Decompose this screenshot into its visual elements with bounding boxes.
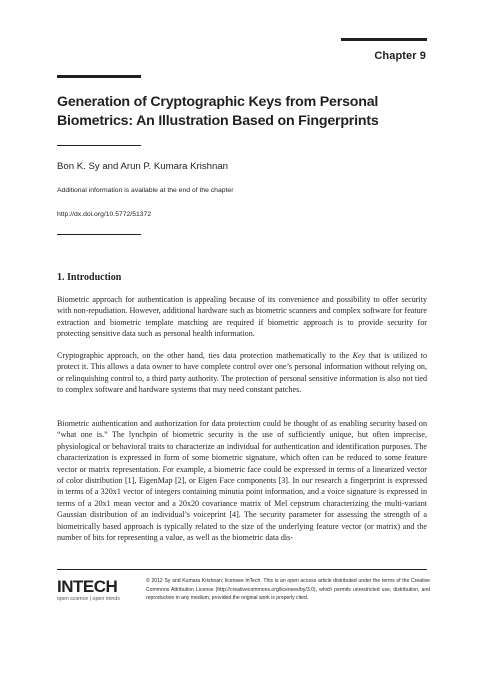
paragraph-2-part-1: Cryptographic approach, on the other hand, ties data protection mathematically to the	[57, 351, 353, 360]
footer-rule	[57, 569, 427, 570]
key-term: Key	[352, 351, 366, 360]
paragraph-3: Biometric authentication and authorization for data protection could be thought of as enabling security based on “what one is.” The lynchpin of biometric security is the use of sufficiently unique, but often imprecise, physiological or behavioral traits to characterize an individual for authentication and identification purposes. The characterization is expressed in form of some biometric signature, which often can be reduced to some feature vector or matrix representation. For example, a biometric face could be expressed in terms of a linearized vector of color distribution [1], EigenMap [2], or Eigen Face components [3]. In our research a fingerprint is expressed in terms of a 320x1 vector of integers containing minutia point information, and a voice signature is expressed in terms of a 20x1 mean vector and a 20x20 covariance matrix of Mel cepstrum characterizing the multi-variant Gaussian distribution of an individual’s voiceprint [4]. The security parameter for assessing the strength of a biometrically based approach is typically related to the size of the underlying feature vector (or matrix) and the number of bits for representing a value, as well as the biometric data dis-	[57, 419, 427, 543]
paragraph-1: Biometric approach for authentication is appealing because of its convenience and possibility to offer security with non-repudiation. However, additional hardware such as biometric scanners and complex software for feature extraction and biometric template matching are required if biometric approach is to provide security for protecting sensitive data such as personal health information.	[57, 295, 427, 339]
additional-info: Additional information is available at the end of the chapter	[57, 187, 234, 194]
title-top-rule	[57, 75, 141, 78]
logo-tagline: open science | open minds	[57, 596, 120, 602]
doi-rule	[57, 234, 141, 235]
title-bottom-rule	[57, 145, 141, 146]
paragraph-2	[57, 350, 427, 396]
doi-link[interactable]: http://dx.doi.org/10.5772/51372	[57, 211, 152, 218]
paper-title: Generation of Cryptographic Keys from Personal Biometrics: An Illustration Based on Fingerprints	[57, 94, 379, 129]
chapter-label: Chapter 9	[374, 50, 426, 62]
header-rule	[341, 38, 427, 41]
intech-logo: INTECH	[57, 577, 118, 596]
authors: Bon K. Sy and Arun P. Kumara Krishnan	[57, 161, 229, 172]
license-text: © 2012 Sy and Kumara Krishnan; licensee InTech. This is an open access article distributed under the terms of the Creative Commons Attribution License (http://creativecommons.org/licenses/by/3.0), which permits unrestricted use, distribution, and reproduction in any medium, provided the original work is properly cited.	[146, 578, 430, 601]
paragraph-2-part-2: that is utilized to protect it. This allows a data owner to have complete control over one’s personal information without relying on, or relinquishing control to, a third party authority. The protection of personal sensitive information is also not tied to complex software and hardware systems that may need constant patches.	[57, 351, 427, 395]
section-heading: 1. Introduction	[57, 272, 122, 283]
